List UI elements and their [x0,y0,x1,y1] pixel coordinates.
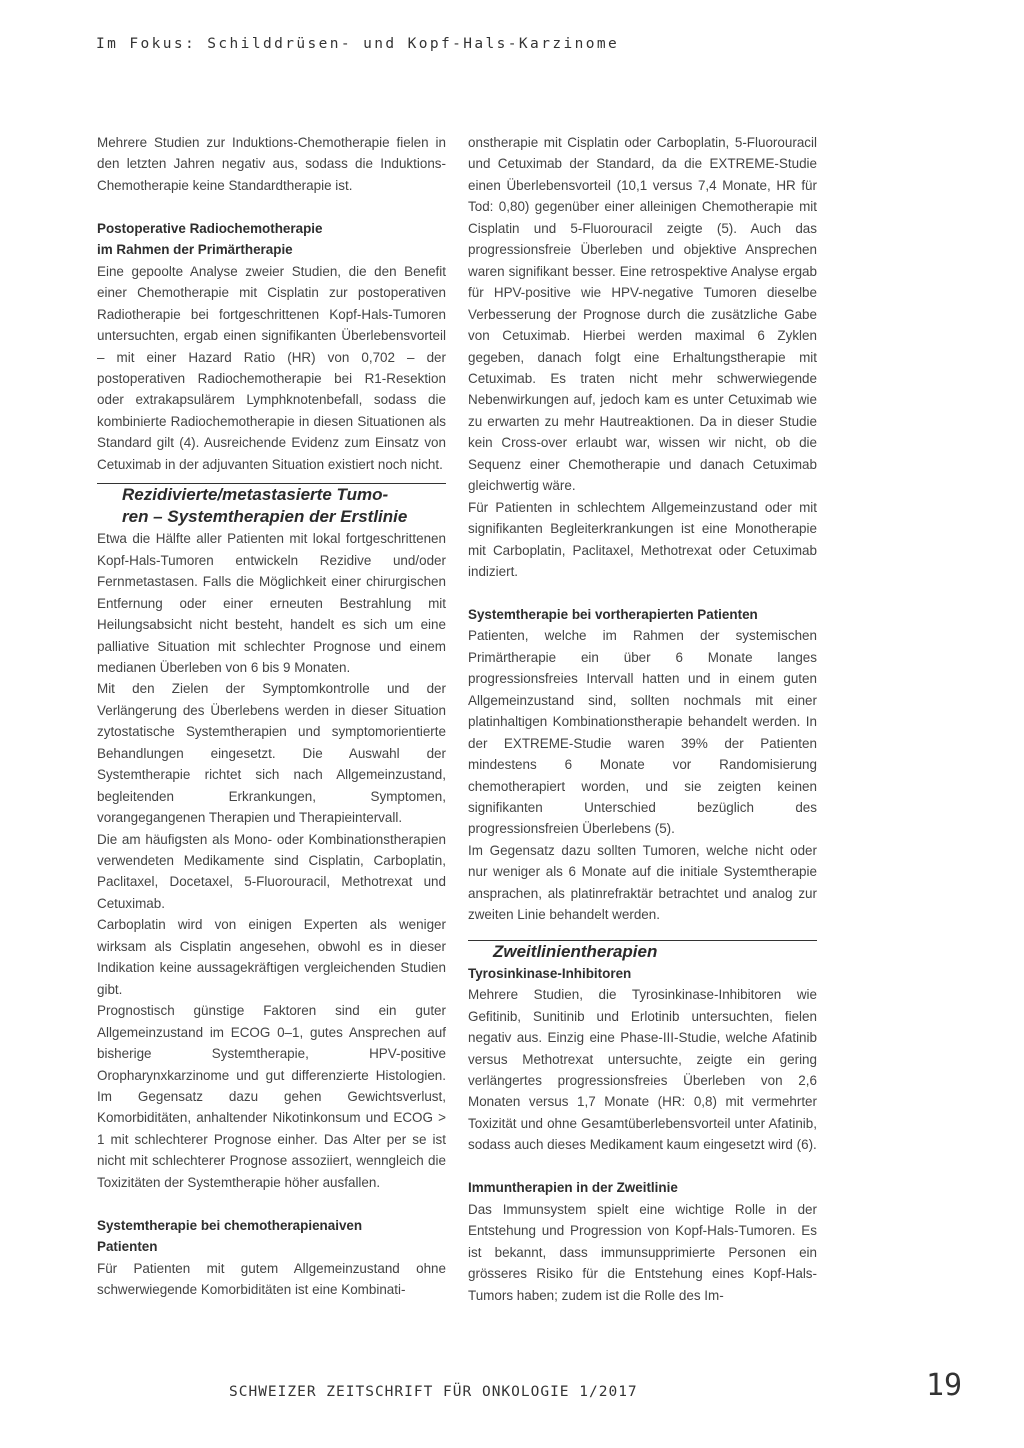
page-number: 19 [926,1368,963,1403]
paragraph-tki: Mehrere Studien, die Tyrosinkinase-Inhibitoren wie Gefitinib, Sunitinib und Erlotinib untersuchten, fielen negativ aus. Einzig eine Phase-III-Studie, welche Afatinib versus Methotrexat untersuchte, zeigte ein gering verlängertes progressionsfreies Überleben von 2,6 Monaten versus 1,7 Monate (HR: 0,8) mit vermehrter Toxizität und ohne Gesamtüberlebensvorteil unter Afatinib, sodass auch dieses Medikament kaum eingesetzt wird (6). [468,987,817,1153]
paragraph-rezidiv-1: Etwa die Hälfte aller Patienten mit lokal fortgeschrittenen Kopf-Hals-Tumoren entwickeln Rezidive und/oder Fernmetastasen. Falls die Möglichkeit einer chirurgischen Entfernung oder einer erneuten Bestrahlung mit Heilungsabsicht nicht besteht, handelt es sich um eine palliative Situation mit schlechter Prognose und einem medianen Überleben von 6 bis 9 Monaten. [97,531,446,675]
paragraph-combination-continued: onstherapie mit Cisplatin oder Carboplatin, 5-Fluorouracil und Cetuximab der Standard, da die EXTREME-Studie einen Überlebensvorteil (10,1 versus 7,4 Monate, HR für Tod: 0,80) gegenüber einer alleinigen Chemotherapie mit Cisplatin und 5-Fluorouracil zeigte (5). Auch das progressionsfreie Überleben und objektive Ansprechen waren signifikant besser. Eine retrospektive Analyse ergab für HPV-positive wie HPV-negative Tumoren dieselbe Verbesserung der Prognose durch die zusätzliche Gabe von Cetuximab. Hierbei werden maximal 6 Zyklen gegeben, danach folgt eine Erhaltungstherapie mit Cetuximab. Es traten nicht mehr schwerwiegende Nebenwirkungen auf, jedoch kam es unter Cetuximab wie zu erwarten zu mehr Hautreaktionen. Da in dieser Studie kein Cross-over erlaubt war, wissen wir nicht, ob die Sequenz einer Chemotherapie und danach Cetuximab gleichwertig wäre. [468,135,817,494]
paragraph-induction: Mehrere Studien zur Induktions-Chemotherapie fielen in den letzten Jahren negativ aus, sodass die Induktions-Chemotherapie keine Standardtherapie ist. [97,135,446,193]
paragraph-immuntherapie: Das Immunsystem spielt eine wichtige Rolle in der Entstehung und Progression von Kopf-Hals-Tumoren. Es ist bekannt, dass immunsupprimierte Personen ein grösseres Risiko für die Entstehung eines Kopf-Hals-Tumors haben; zudem ist die Rolle des Im- [468,1201,817,1303]
left-column [97,132,446,1301]
section-title-zweitlinie: Zweitlinientherapien [493,941,658,961]
paragraph-monotherapy: Für Patienten in schlechtem Allgemeinzustand oder mit signifikanten Begleiterkrankungen ist eine Monotherapie mit Carboplatin, Paclitaxel, Methotrexat oder Cetuximab indiziert. [468,499,817,580]
subheading-immuntherapie: Immuntherapien in der Zweitlinie [468,1180,678,1196]
journal-footer: SCHWEIZER ZEITSCHRIFT FÜR ONKOLOGIE 1/2017 [229,1384,638,1400]
subheading-vortherapiert: Systemtherapie bei vortherapierten Patienten [468,606,758,622]
paragraph-vortherapiert-1: Patienten, welche im Rahmen der systemischen Primärtherapie ein über 6 Monate langes progressionsfreies Intervall hatten und in einem guten Allgemeinzustand sind, sollten nochmals mit einer platinhaltigen Kombinationstherapie behandelt werden. In der EXTREME-Studie waren 39% der Patienten mindestens 6 Monate vor Randomisierung chemotherapiert worden, und sie zeigten keinen signifikanten Unterschied bezüglich des progressionsfreien Überlebens (5). [468,628,817,837]
running-head: Im Fokus: Schilddrüsen- und Kopf-Hals-Karzinome [96,36,620,52]
subheading-naive-line2: Patienten [97,1239,158,1255]
paragraph-naive: Für Patienten mit gutem Allgemeinzustand ohne schwerwiegende Komorbiditäten ist eine Kombinati- [97,1260,446,1298]
paragraph-rezidiv-4: Carboplatin wird von einigen Experten als weniger wirksam als Cisplatin angesehen, obwohl es in dieser Indikation keine aussagekräftigen vergleichenden Studien gibt. [97,917,446,997]
paragraph-rezidiv-5: Prognostisch günstige Faktoren sind ein guter Allgemeinzustand im ECOG 0–1, gutes Ansprechen auf bisherige Systemtherapie, HPV-positive Oropharynxkarzinome und gut differenzierte Histologien. Im Gegensatz dazu gehen Gewichtsverlust, Komorbiditäten, anhaltender Nikotinkonsum und ECOG > 1 mit schlechterer Prognose einher. Das Alter per se ist nicht mit schlechterer Prognose assoziiert, wenngleich die Toxizitäten der Systemtherapie höher ausfallen. [97,1003,446,1190]
subheading-tki: Tyrosinkinase-Inhibitoren [468,965,632,981]
paragraph-rezidiv-2: Mit den Zielen der Symptomkontrolle und der Verlängerung des Überlebens werden in dieser Situation zytostatische Systemtherapien und symptomorientierte Behandlungen eingesetzt. Die Auswahl der Systemtherapie richtet sich nach Allgemeinzustand, begleitenden Erkrankungen, Symptomen, vorangegangenen Therapien und Therapieintervall. [97,681,446,826]
subheading-postop-line1: Postoperative Radiochemotherapie [97,220,323,236]
subheading-postop-line2: im Rahmen der Primärtherapie [97,242,293,258]
paragraph-rezidiv-3: Die am häufigsten als Mono- oder Kombinationstherapien verwendeten Medikamente sind Cisplatin, Carboplatin, Paclitaxel, Docetaxel, 5-Fluorouracil, Methotrexat und Cetuximab. [97,831,446,911]
paragraph-postop: Eine gepoolte Analyse zweier Studien, die den Benefit einer Chemotherapie mit Cisplatin zur postoperativen Radiotherapie bei fortgeschrittenen Kopf-Hals-Tumoren untersuchten, ergab einen signifikanten Überlebensvorteil – mit einer Hazard Ratio (HR) von 0,702 – der postoperativen Radiochemotherapie bei R1-Resektion oder extrakapsulärem Lymphknotenbefall, sodass die kombinierte Radiochemotherapie in diesen Situationen als Standard gilt (4). Ausreichende Evidenz zum Einsatz von Cetuximab in der adjuvanten Situation existiert noch nicht. [97,263,446,472]
spacer [468,583,817,604]
paragraph-vortherapiert-2: Im Gegensatz dazu sollten Tumoren, welche nicht oder nur weniger als 6 Monate auf die initiale Systemtherapie ansprachen, als platinrefraktär betrachtet und analog zur zweiten Linie behandelt werden. [468,842,817,923]
spacer [97,1193,446,1214]
spacer [468,1156,817,1177]
right-column [468,132,817,1306]
section-title-rezidiv-line2: ren – Systemtherapien der Erstlinie [122,507,408,527]
subheading-naive-line1: Systemtherapie bei chemotherapienaiven [97,1217,363,1233]
spacer [97,196,446,217]
section-title-rezidiv-line1: Rezidivierte/metastasierte Tumo- [122,485,389,505]
